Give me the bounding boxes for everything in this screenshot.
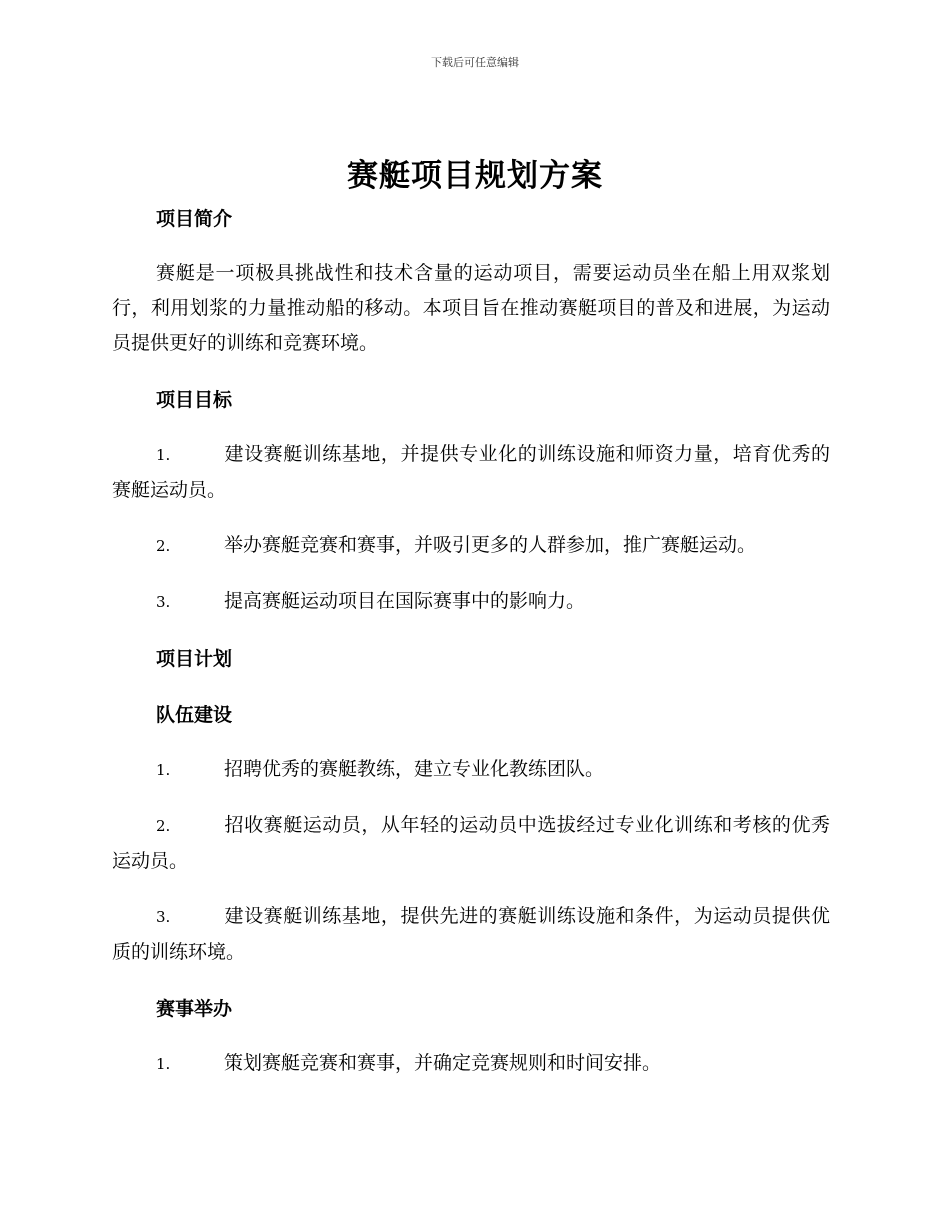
list-item-text: 建设赛艇训练基地，提供先进的赛艇训练设施和条件，为运动员提供优质的训练环境。: [112, 905, 830, 963]
list-item-text: 提高赛艇运动项目在国际赛事中的影响力。: [224, 590, 586, 612]
list-item: [112, 1046, 830, 1082]
list-number: 1.: [156, 446, 171, 464]
document-body: [112, 200, 830, 1082]
list-item: [112, 808, 830, 879]
list-item-text: 策划赛艇竞赛和赛事，并确定竞赛规则和时间安排。: [224, 1052, 662, 1074]
list-number: 3.: [156, 593, 171, 611]
section-heading-events: 赛事举办: [156, 998, 233, 1020]
section-heading-intro: 项目简介: [156, 208, 233, 230]
list-number: 1.: [156, 1055, 171, 1073]
section-heading-goals: 项目目标: [156, 389, 233, 411]
list-number: 3.: [156, 908, 171, 926]
list-item-text: 招聘优秀的赛艇教练，建立专业化教练团队。: [224, 758, 605, 780]
document-title: 赛艇项目规划方案: [347, 158, 603, 194]
list-number: 2.: [156, 537, 171, 555]
list-item-text: 举办赛艇竞赛和赛事，并吸引更多的人群参加，推广赛艇运动。: [224, 534, 757, 556]
list-number: 2.: [156, 817, 171, 835]
section-heading-plan: 项目计划: [156, 648, 233, 670]
list-number: 1.: [156, 761, 171, 779]
list-item: [112, 899, 830, 970]
intro-paragraph: 赛艇是一项极具挑战性和技术含量的运动项目，需要运动员坐在船上用双浆划行，利用划浆的力量推动船的移动。本项目旨在推动赛艇项目的普及和进展，为运动员提供更好的训练和竞赛环境。: [112, 262, 830, 354]
header-note: 下载后可任意编辑: [431, 56, 519, 69]
section-heading-team: 队伍建设: [156, 704, 233, 726]
list-item: [112, 752, 830, 788]
list-item: [112, 528, 830, 564]
list-item: [112, 437, 830, 508]
list-item-text: 招收赛艇运动员，从年轻的运动员中选拔经过专业化训练和考核的优秀运动员。: [112, 814, 830, 872]
list-item: [112, 584, 830, 620]
list-item-text: 建设赛艇训练基地，并提供专业化的训练设施和师资力量，培育优秀的赛艇运动员。: [112, 443, 830, 501]
